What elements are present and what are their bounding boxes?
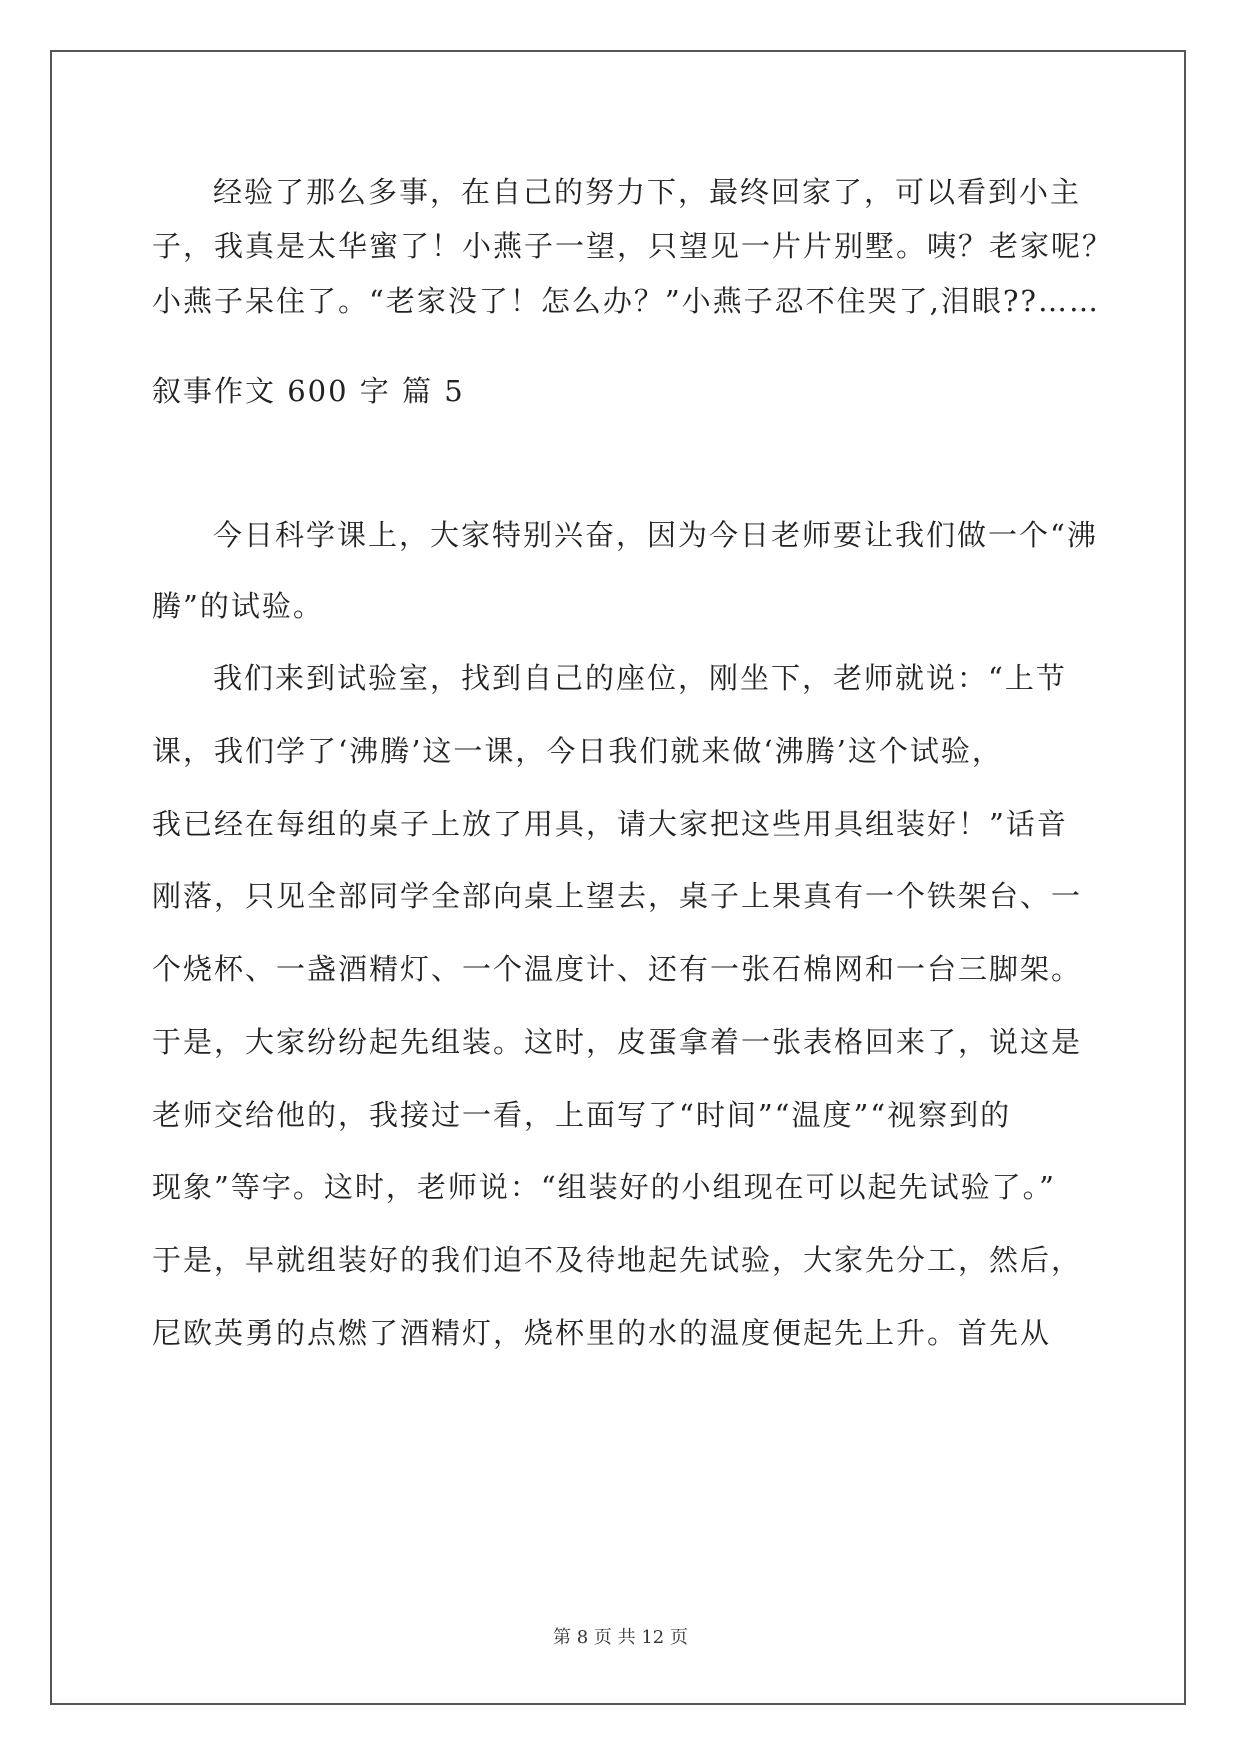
paragraph-line: 小燕子呆住了。“老家没了！怎么办？”小燕子忍不住哭了,泪眼??…… — [152, 284, 1100, 318]
paragraph-line: 课，我们学了‘沸腾’这一课，今日我们就来做‘沸腾’这个试验， — [152, 734, 1003, 768]
paragraph-line: 个烧杯、一盏酒精灯、一个温度计、还有一张石棉网和一台三脚架。 — [152, 952, 1083, 986]
page-number-footer: 第 8 页 共 12 页 — [553, 1627, 688, 1648]
paragraph-line: 今日科学课上，大家特别兴奋，因为今日老师要让我们做一个“沸 — [213, 518, 1098, 552]
paragraph-line: 我们来到试验室，找到自己的座位，刚坐下，老师就说：“上节 — [213, 661, 1067, 695]
paragraph-line: 腾”的试验。 — [152, 589, 324, 623]
paragraph-line: 刚落，只见全部同学全部向桌上望去，桌子上果真有一个铁架台、一 — [152, 879, 1083, 913]
paragraph-line: 于是，早就组装好的我们迫不及待地起先试验，大家先分工，然后， — [152, 1243, 1083, 1277]
paragraph-line: 我已经在每组的桌子上放了用具，请大家把这些用具组装好！”话音 — [152, 807, 1068, 841]
paragraph-line: 经验了那么多事，在自己的努力下，最终回家了，可以看到小主 — [213, 175, 1082, 209]
paragraph-line: 现象”等字。这时，老师说：“组装好的小组现在可以起先试验了。” — [152, 1170, 1056, 1204]
section-heading: 叙事作文 600 字 篇 5 — [152, 374, 465, 408]
paragraph-line: 尼欧英勇的点燃了酒精灯，烧杯里的水的温度便起先上升。首先从 — [152, 1316, 1052, 1350]
paragraph-line: 子，我真是太华蜜了！小燕子一望，只望见一片片别墅。咦？老家呢？ — [152, 229, 1114, 263]
paragraph-line: 于是，大家纷纷起先组装。这时，皮蛋拿着一张表格回来了，说这是 — [152, 1025, 1083, 1059]
paragraph-line: 老师交给他的，我接过一看，上面写了“时间”“温度”“视察到的 — [152, 1098, 1012, 1132]
